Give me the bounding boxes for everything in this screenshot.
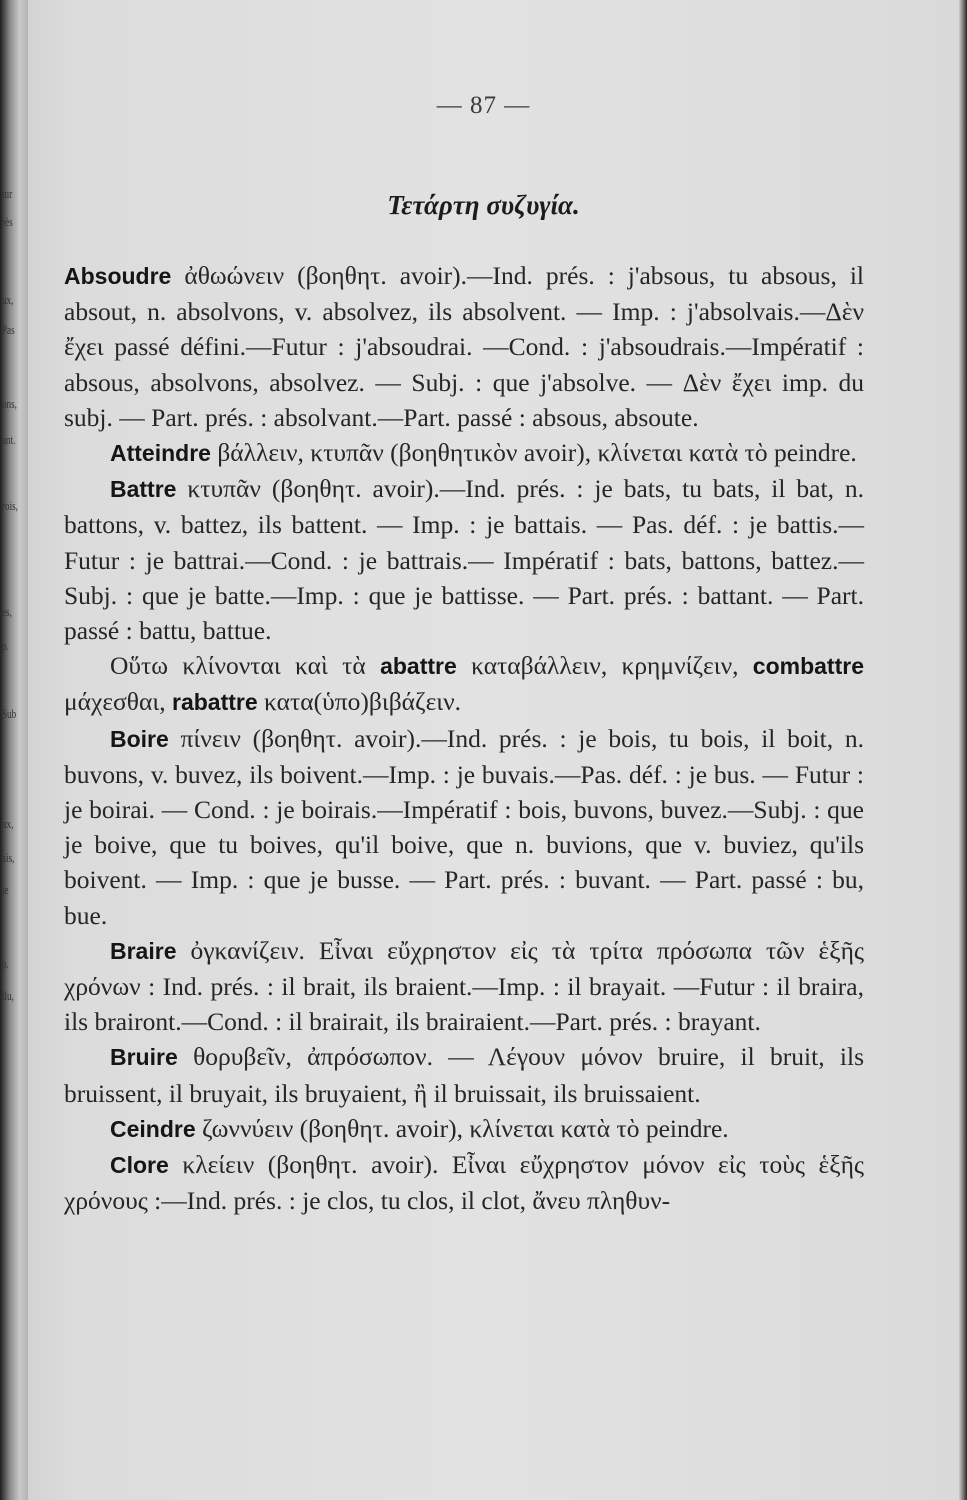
entry-text: ὀγκανίζειν. Εἶναι εὔχρηστον εἰς τὰ τρίτα πρόσωπα τῶν ἑξῆς χρόνων : Ind. prés. : il brait, ils braient.—Imp. : il brayait. —Futur : il braira, ils brairont.—Cond. : il brairait, ils brairaient.—Part. prés. : brayant.	[64, 935, 865, 1037]
margin-fragment: je	[2, 882, 9, 897]
section-title: Τετάρτη συζυγία.	[387, 190, 580, 220]
entry-text: κατα(ὑπο)βιβάζειν.	[264, 687, 462, 717]
entry-ceindre	[64, 1111, 864, 1147]
entry-text: ἀθωώνειν (βοηθητ. avoir).—Ind. prés. : j'absous, tu absous, il absout, n. absolvons, v. absolvez, ils absolvent. — Imp. : j'absolvais.—Δὲν ἔχει passé défini.—Futur : j'absoudrai. —Cond. : j'absoudrais.—Impératif : absous, absolvons, absolvez. — Subj. : que j'absolve. — Δὲν ἔχει imp. du subj. — Part. prés. : absolvant.—Part. passé : absous, absoute.	[64, 261, 864, 432]
entry-compounds	[64, 648, 864, 720]
headword: Ceindre	[110, 1115, 196, 1142]
entry-text: κτυπᾶν (βοηθητ. avoir).—Ind. prés. : je bats, tu bats, il bat, n. battons, v. battez, ils battent. — Imp. : je battais. — Pas. déf. : je battis.—Futur : je battrai.—Cond. : je battrais.— Impératif : bats, battons, battez.—Subj. : que je batte.—Imp. : que je battisse. — Part. prés. : battant. — Part. passé : battu, battue.	[64, 474, 865, 646]
entry-text: ζωννύειν (βοηθητ. avoir), κλίνεται κατὰ τὸ peindre.	[202, 1113, 729, 1143]
entry-text: κλείειν (βοηθητ. avoir). Εἶναι εὔχρηστον μόνον εἰς τοὺς ἑξῆς χρόνους :—Ind. prés. : je clos, tu clos, il clot, ἄνευ πληθυν-	[64, 1150, 864, 1216]
headword: Bruire	[110, 1044, 178, 1071]
headword: abattre	[380, 653, 457, 680]
margin-fragment: rois,	[2, 498, 18, 513]
margin-fragment: Pas	[2, 322, 15, 337]
margin-fragment: ux,	[2, 816, 14, 831]
margin-fragment: llu,	[2, 988, 14, 1003]
body-text	[64, 258, 864, 1218]
intro-text: Οὕτω κλίνονται καὶ τὰ	[110, 651, 366, 681]
entry-battre	[64, 471, 864, 648]
entry-boire	[64, 721, 864, 933]
margin-fragment: tur	[2, 186, 13, 201]
headword: Braire	[110, 937, 177, 964]
headword: Atteindre	[110, 440, 211, 467]
entry-text: καταβάλλειν, κρημνίζειν,	[471, 651, 739, 681]
page-right-edge	[959, 0, 967, 1500]
entry-atteindre	[64, 435, 864, 471]
entry-bruire	[64, 1039, 864, 1110]
headword: Battre	[110, 476, 177, 503]
entry-text: βάλλειν, κτυπᾶν (βοηθητικὸν avoir), κλίνεται κατὰ τὸ peindre.	[217, 438, 857, 468]
entry-clore	[64, 1147, 864, 1218]
headword: Clore	[110, 1152, 169, 1179]
entry-absoudre	[64, 258, 864, 435]
margin-fragment: ant.	[2, 432, 16, 447]
adjacent-page-edge	[0, 0, 28, 1500]
margin-fragment: p.	[2, 638, 9, 653]
margin-fragment: p.	[2, 956, 9, 971]
headword: Boire	[110, 725, 169, 752]
margin-fragment: ux,	[2, 292, 14, 307]
margin-fragment: ons,	[2, 396, 17, 411]
margin-fragment: Sub	[2, 706, 17, 721]
margin-fragment: ais,	[2, 850, 15, 865]
entry-text: μάχεσθαι,	[64, 687, 166, 717]
entry-text: θορυβεῖν, ἀπρόσωπον. — Λέγουν μόνον bruire, il bruit, ils bruissent, il bruyait, ils bruyaient, ἢ il bruissait, ils bruissaient.	[64, 1042, 864, 1108]
page-number: — 87 —	[436, 92, 531, 119]
margin-fragment: es,	[2, 604, 12, 619]
entry-braire	[64, 933, 864, 1040]
headword: combattre	[752, 653, 864, 680]
margin-fragment: rès	[2, 214, 13, 229]
headword: rabattre	[172, 689, 258, 716]
entry-text: πίνειν (βοηθητ. avoir).—Ind. prés. : je bois, tu bois, il boit, n. buvons, v. buvez, ils boivent.—Imp. : je buvais.—Pas. déf. : je bus. — Futur : je boirai. — Cond. : je boirais.—Impératif : bois, buvons, buvez.—Subj. : que je boive, que tu boives, qu'il boive, que n. buvions, que v. buviez, qu'ils boivent. — Imp. : que je busse. — Part. prés. : buvant. — Part. passé : bu, bue.	[64, 723, 864, 930]
headword: Absoudre	[64, 263, 172, 289]
